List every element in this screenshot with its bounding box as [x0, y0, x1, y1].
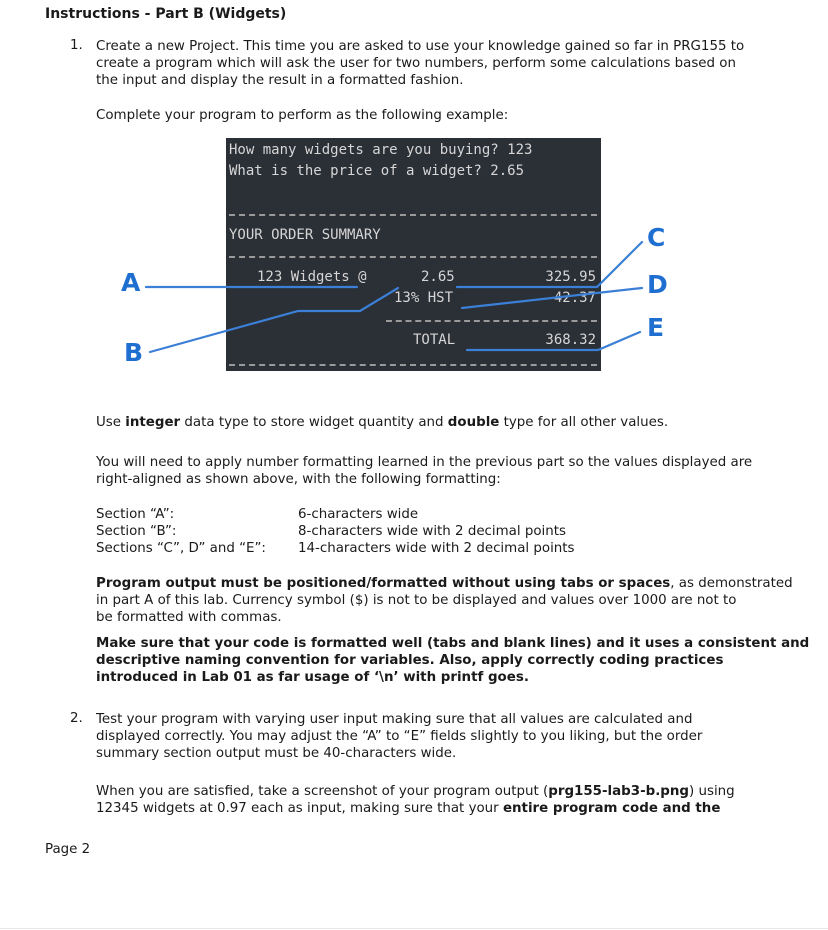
section-names [96, 506, 266, 557]
formatting-line-2: right-aligned as shown above, with the following formatting: [96, 472, 501, 487]
screenshot-instruction: When you are satisfied, take a screenshot of your program output (prg155-lab3-b.png) using 12345 widgets at 0.97 each as input, making sure that your entire program code and the [96, 784, 735, 816]
item-2-line-1: Test your program with varying user input making sure that all values are calculated and [96, 712, 693, 727]
screenshot-filename: prg155-lab3-b.png [548, 784, 690, 799]
positioning-text: Program output must be positioned/formatted without using tabs or spaces, as demonstrated in part A of this lab. Currency symbol ($) is not to be displayed and values over 1000 are not to be formatted with commas. [96, 576, 793, 625]
callout-label-d: D [647, 270, 668, 299]
formatting-line-1: You will need to apply number formatting learned in the previous part so the values displayed are [96, 455, 753, 470]
console-total-label: TOTAL [413, 332, 456, 348]
item-1-number: 1. [70, 38, 83, 53]
callout-line-b [150, 288, 398, 352]
item-1-line-2: create a program which will ask the user for two numbers, perform some calculations based on [96, 56, 736, 71]
callout-line-c [457, 242, 642, 287]
console-summary-title: YOUR ORDER SUMMARY [229, 227, 381, 243]
section-b-name: Section “B”: [96, 524, 177, 539]
callout-label-e: E [647, 313, 665, 342]
data-types-text: Use integer data type to store widget quantity and double type for all other values. [96, 415, 669, 430]
console-unit-price: 2.65 [421, 269, 455, 285]
positioning-line-3: be formatted with commas. [96, 610, 282, 625]
console-prompt-price: What is the price of a widget? 2.65 [229, 163, 525, 179]
section-cde-desc: 14-characters wide with 2 decimal points [298, 541, 575, 556]
positioning-bold: Program output must be positioned/formatted without using tabs or spaces [96, 576, 671, 591]
callout-line-d [462, 288, 642, 308]
section-a-name: Section “A”: [96, 507, 175, 522]
section-descriptions [298, 506, 575, 557]
section-b-desc: 8-characters wide with 2 decimal points [298, 524, 566, 539]
console-subtotal: 325.95 [545, 269, 596, 285]
page-heading: Instructions - Part B (Widgets) [45, 6, 287, 22]
item-2-line-2: displayed correctly. You may adjust the “A” to “E” fields slightly to you liking, but the order [96, 729, 703, 744]
style-note [96, 635, 809, 686]
example-intro: Complete your program to perform as the following example: [96, 108, 509, 123]
screenshot-bold-tail: entire program code and the [502, 801, 721, 816]
section-a-desc: 6-characters wide [298, 507, 419, 522]
page-bottom-rule [0, 928, 828, 929]
callout-label-c: C [647, 223, 666, 252]
positioning-line-2: in part A of this lab. Currency symbol ($) is not to be displayed and values over 1000 are not to [96, 593, 737, 608]
callout-label-b: B [124, 338, 144, 367]
item-1-line-3: the input and display the result in a formatted fashion. [96, 73, 464, 88]
item-2-number: 2. [70, 711, 83, 726]
console-quantity-label: 123 Widgets @ [257, 269, 367, 285]
page-number: Page 2 [45, 842, 91, 857]
section-cde-name: Sections “C”, D” and “E”: [96, 541, 266, 556]
console-total: 368.32 [545, 332, 596, 348]
console-tax-label: 13% HST [394, 290, 454, 306]
style-note-line-3: introduced in Lab 01 as far usage of ‘\n’ with printf goes. [96, 670, 529, 685]
style-note-line-1: Make sure that your code is formatted well (tabs and blank lines) and it uses a consistent and [96, 636, 810, 651]
console-prompt-quantity: How many widgets are you buying? 123 [229, 142, 533, 158]
callout-label-a: A [121, 268, 141, 297]
formatting-text [96, 454, 752, 488]
item-2-text [96, 711, 702, 762]
item-1-line-1: Create a new Project. This time you are asked to use your knowledge gained so far in PRG155 to [96, 39, 745, 54]
item-2-line-3: summary section output must be 40-characters wide. [96, 746, 457, 761]
style-note-line-2: descriptive naming convention for variables. Also, apply correctly coding practices [96, 653, 724, 668]
double-term: double [447, 415, 500, 430]
console-tax: 42.37 [553, 290, 596, 306]
callout-line-e [467, 332, 640, 350]
integer-term: integer [125, 415, 181, 430]
